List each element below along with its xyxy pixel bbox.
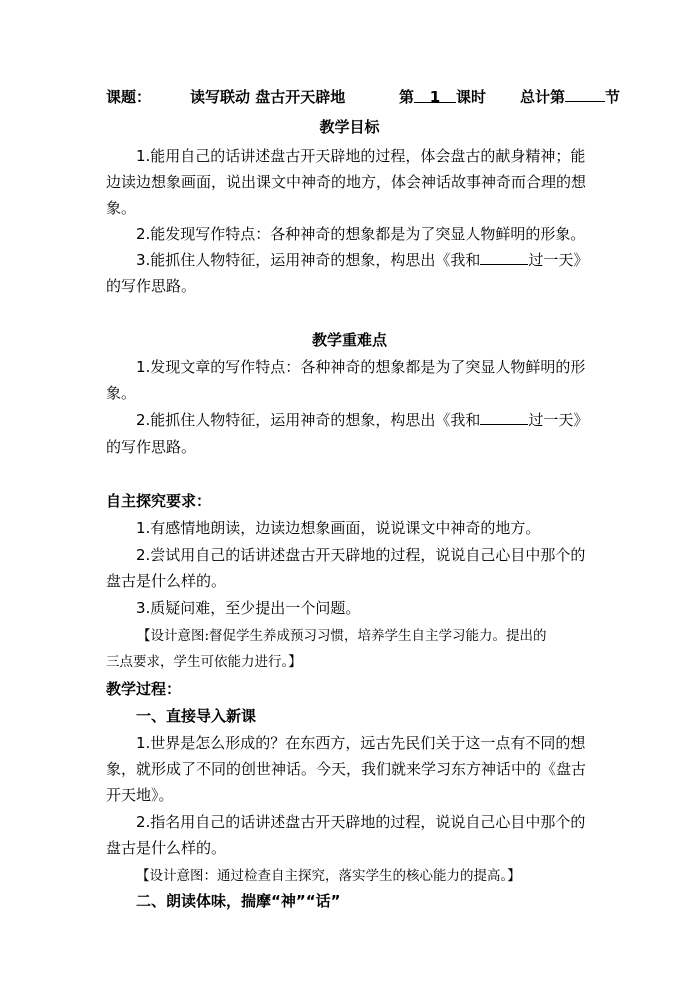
self-study-design-line-1: 【设计意图:督促学生养成预习习惯，培养学生自主学习能力。提出的 (137, 628, 547, 644)
goal-3-line-2: 的写作思路。 (106, 277, 197, 295)
self-study-1: 1.有感情地朗读，边读边想象画面，说说课文中神奇的地方。 (136, 519, 541, 537)
key-point-2-line-2: 的写作思路。 (106, 438, 197, 456)
total-prefix: 总计第 (520, 88, 566, 106)
session-info (399, 86, 486, 107)
session-prefix: 第 (399, 88, 415, 106)
subject-label: 课题： (106, 88, 152, 106)
process-heading: 教学过程： (106, 680, 182, 698)
process-p1-line-1: 1.世界是怎么形成的？在东西方，远古先民们关于这一点有不同的想 (136, 734, 586, 752)
key-point-1-line-1: 1.发现文章的写作特点：各种神奇的想象都是为了突显人物鲜明的形 (136, 358, 586, 376)
key-point-2-text-a: 2.能抓住人物特征，运用神奇的想象，构思出《我和 (136, 411, 481, 429)
key-points-heading: 教学重难点 (311, 331, 387, 349)
goal-1-line-2: 边读边想象画面，说出课文中神奇的地方，体会神话故事神奇而合理的想 (106, 173, 587, 191)
goal-2: 2.能发现写作特点：各种神奇的想象都是为了突显人物鲜明的形象。 (136, 225, 586, 243)
key-point-2-blank (480, 410, 528, 425)
self-study-design-line-2: 三点要求，学生可依能力进行。】 (106, 654, 302, 670)
process-design: 【设计意图：通过检查自主探究，落实学生的核心能力的提高。】 (136, 868, 521, 884)
goal-1-line-3: 象。 (106, 199, 137, 217)
lesson-title: 读写联动 盘古开天辟地 (190, 88, 346, 106)
goal-1-line-1: 1.能用自己的话讲述盘古开天辟地的过程，体会盘古的献身精神；能 (136, 147, 586, 165)
process-p2-line-1: 2.指名用自己的话讲述盘古开天辟地的过程，说说自己心目中那个的 (136, 813, 586, 831)
goals-heading: 教学目标 (319, 118, 380, 136)
total-suffix: 节 (605, 88, 621, 106)
goal-3-text-a: 3.能抓住人物特征，运用神奇的想象，构思出《我和 (136, 251, 481, 269)
goal-3-text-b: 过一天》 (528, 251, 589, 269)
goal-3-line-1 (136, 249, 588, 270)
self-study-2-line-2: 盘古是什么样的。 (106, 572, 227, 590)
section-1-title: 一、直接导入新课 (136, 707, 257, 725)
process-p1-line-3: 开天地》。 (106, 786, 174, 804)
session-suffix: 课时 (456, 88, 487, 106)
section-2-title: 二、朗读体味，揣摩“神”“话” (136, 892, 341, 910)
key-point-2-text-b: 过一天》 (528, 411, 589, 429)
total-blank (565, 87, 605, 102)
total-info (520, 86, 620, 107)
self-study-2-line-1: 2.尝试用自己的话讲述盘古开天辟地的过程，说说自己心目中那个的 (136, 546, 586, 564)
key-point-2-line-1 (136, 409, 588, 430)
process-p2-line-2: 盘古是什么样的。 (106, 839, 227, 857)
goal-3-blank (480, 250, 528, 265)
self-study-heading: 自主探究要求： (106, 492, 212, 510)
session-number: 1 (414, 88, 456, 103)
self-study-3: 3.质疑问难，至少提出一个问题。 (136, 599, 361, 617)
process-p1-line-2: 象，就形成了不同的创世神话。今天，我们就来学习东方神话中的《盘古 (106, 760, 587, 778)
key-point-1-line-2: 象。 (106, 384, 137, 402)
